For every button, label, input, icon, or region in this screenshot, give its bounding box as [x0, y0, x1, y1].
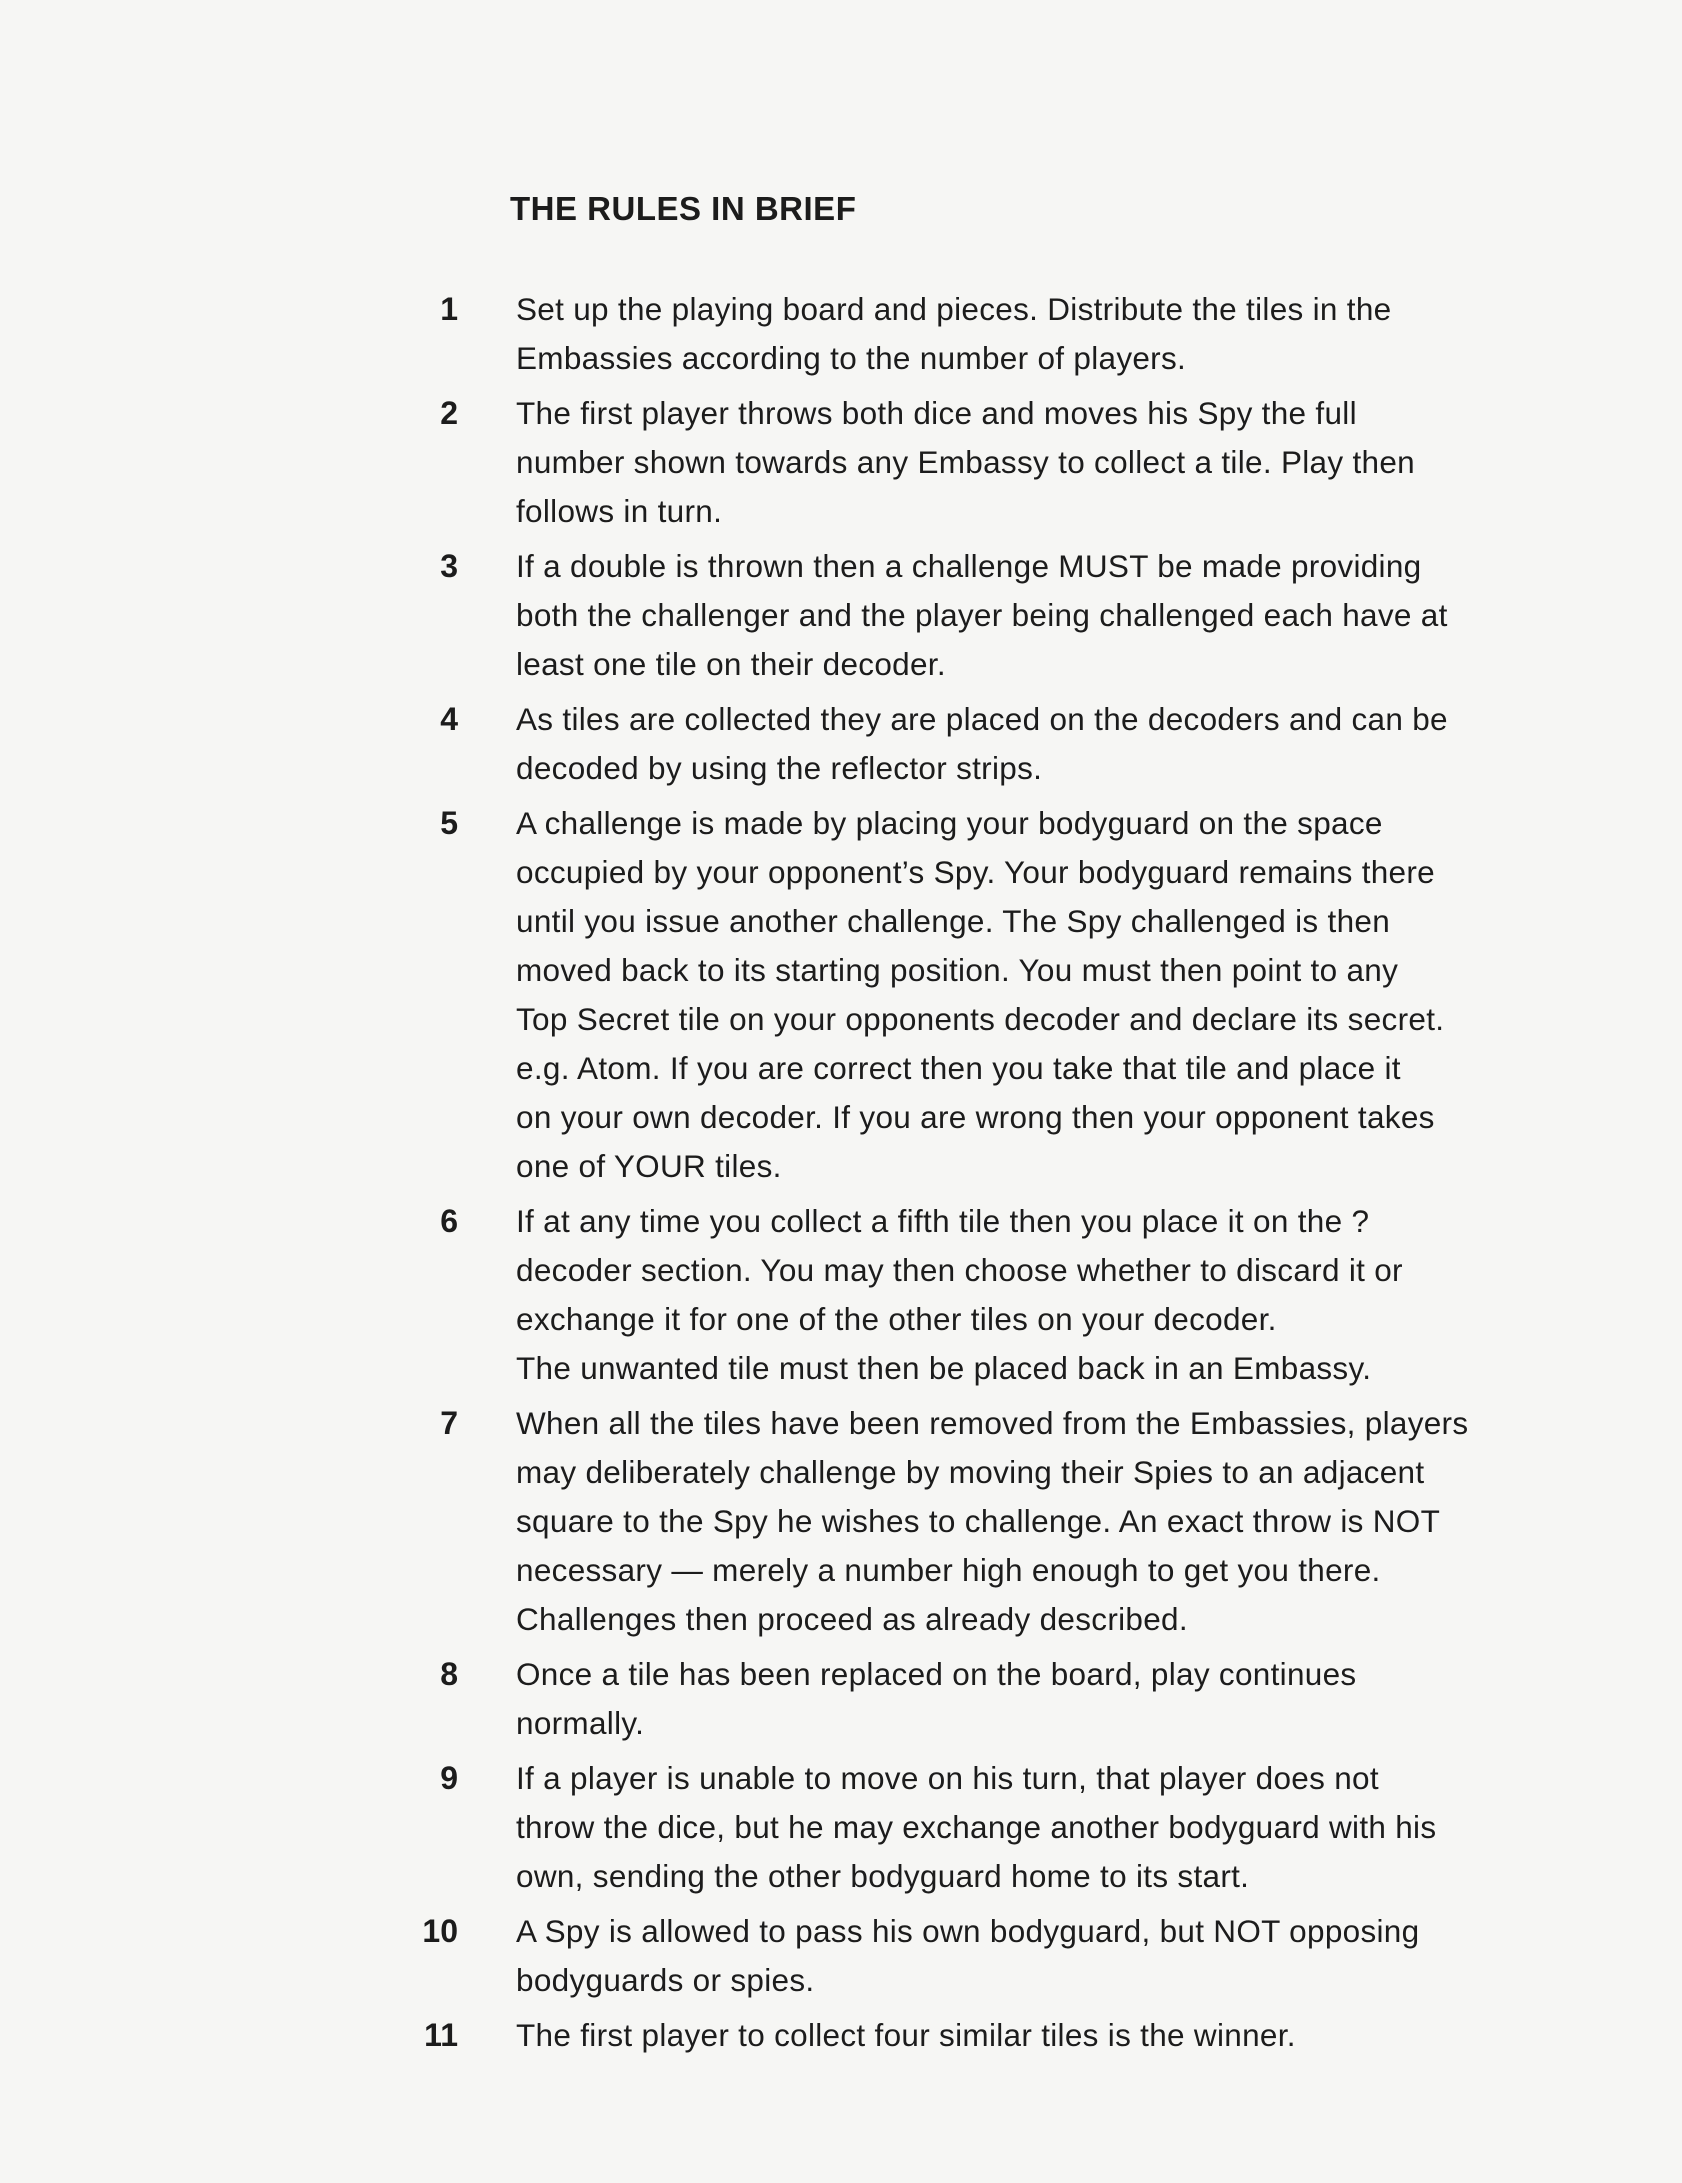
rules-list: [410, 285, 1630, 2066]
rule-text: [516, 1754, 1616, 1901]
rule-text: [516, 2011, 1616, 2060]
rule-text: [516, 1197, 1616, 1393]
rule-text-line: As tiles are collected they are placed on the decoders and can be: [516, 701, 1448, 737]
rule-item: [410, 1907, 1630, 2005]
rule-number: 6: [440, 1203, 458, 1239]
rule-text-line: The first player to collect four similar tiles is the winner.: [516, 2017, 1296, 2053]
rule-text-line: on your own decoder. If you are wrong then your opponent takes: [516, 1099, 1435, 1135]
rule-text-line: A Spy is allowed to pass his own bodyguard, but NOT opposing: [516, 1913, 1420, 1949]
rule-text-line: Top Secret tile on your opponents decoder and declare its secret.: [516, 1001, 1445, 1037]
rule-number: 1: [440, 291, 458, 327]
rule-text-line: occupied by your opponent’s Spy. Your bodyguard remains there: [516, 854, 1435, 890]
rule-number: 10: [422, 1913, 458, 1949]
rule-text-line: follows in turn.: [516, 493, 723, 529]
rule-text: [516, 542, 1616, 689]
rule-text-line: The unwanted tile must then be placed back in an Embassy.: [516, 1350, 1372, 1386]
rule-text-line: Challenges then proceed as already described.: [516, 1601, 1188, 1637]
rule-number: 8: [440, 1656, 458, 1692]
rule-text: [516, 285, 1616, 383]
rule-item: [410, 799, 1630, 1191]
rule-text-line: own, sending the other bodyguard home to its start.: [516, 1858, 1250, 1894]
rule-text-line: square to the Spy he wishes to challenge. An exact throw is NOT: [516, 1503, 1441, 1539]
rule-text-line: exchange it for one of the other tiles on your decoder.: [516, 1301, 1277, 1337]
rule-number: 5: [440, 805, 458, 841]
rule-item: [410, 542, 1630, 689]
rule-item: [410, 1399, 1630, 1644]
rule-item: [410, 285, 1630, 383]
rule-text-line: Set up the playing board and pieces. Distribute the tiles in the: [516, 291, 1392, 327]
rule-text: [516, 1399, 1616, 1644]
rule-text: [516, 389, 1616, 536]
rule-number: 4: [440, 701, 458, 737]
rule-text-line: A challenge is made by placing your bodyguard on the space: [516, 805, 1383, 841]
rule-text-line: decoder section. You may then choose whether to discard it or: [516, 1252, 1403, 1288]
rule-item: [410, 389, 1630, 536]
rule-text-line: If at any time you collect a fifth tile then you place it on the ?: [516, 1203, 1370, 1239]
rule-item: [410, 1650, 1630, 1748]
rule-text-line: decoded by using the reflector strips.: [516, 750, 1043, 786]
rule-text-line: one of YOUR tiles.: [516, 1148, 782, 1184]
rule-item: [410, 1754, 1630, 1901]
rule-text: [516, 1907, 1616, 2005]
rule-text: [516, 799, 1616, 1191]
rule-text-line: until you issue another challenge. The Spy challenged is then: [516, 903, 1391, 939]
rule-text-line: Once a tile has been replaced on the board, play continues: [516, 1656, 1357, 1692]
rule-text-line: moved back to its starting position. You must then point to any: [516, 952, 1399, 988]
rule-number: 11: [424, 2017, 458, 2053]
page-title: THE RULES IN BRIEF: [510, 190, 857, 227]
rule-text-line: throw the dice, but he may exchange another bodyguard with his: [516, 1809, 1437, 1845]
rule-text-line: When all the tiles have been removed from the Embassies, players: [516, 1405, 1469, 1441]
rule-text-line: may deliberately challenge by moving their Spies to an adjacent: [516, 1454, 1425, 1490]
rule-text-line: The first player throws both dice and moves his Spy the full: [516, 395, 1357, 431]
rule-text-line: If a double is thrown then a challenge MUST be made providing: [516, 548, 1422, 584]
rule-text-line: both the challenger and the player being challenged each have at: [516, 597, 1448, 633]
rule-text-line: normally.: [516, 1705, 645, 1741]
rule-text-line: Embassies according to the number of players.: [516, 340, 1187, 376]
rule-text-line: If a player is unable to move on his turn, that player does not: [516, 1760, 1379, 1796]
rule-text-line: e.g. Atom. If you are correct then you take that tile and place it: [516, 1050, 1401, 1086]
rule-number: 2: [440, 395, 458, 431]
rule-number: 7: [440, 1405, 458, 1441]
rule-number: 9: [440, 1760, 458, 1796]
rule-text-line: necessary — merely a number high enough to get you there.: [516, 1552, 1381, 1588]
rule-text: [516, 695, 1616, 793]
rule-text: [516, 1650, 1616, 1748]
rule-text-line: bodyguards or spies.: [516, 1962, 815, 1998]
rule-number: 3: [440, 548, 458, 584]
rule-item: [410, 2011, 1630, 2060]
rule-text-line: least one tile on their decoder.: [516, 646, 946, 682]
rule-text-line: number shown towards any Embassy to collect a tile. Play then: [516, 444, 1415, 480]
rule-item: [410, 695, 1630, 793]
rule-item: [410, 1197, 1630, 1393]
